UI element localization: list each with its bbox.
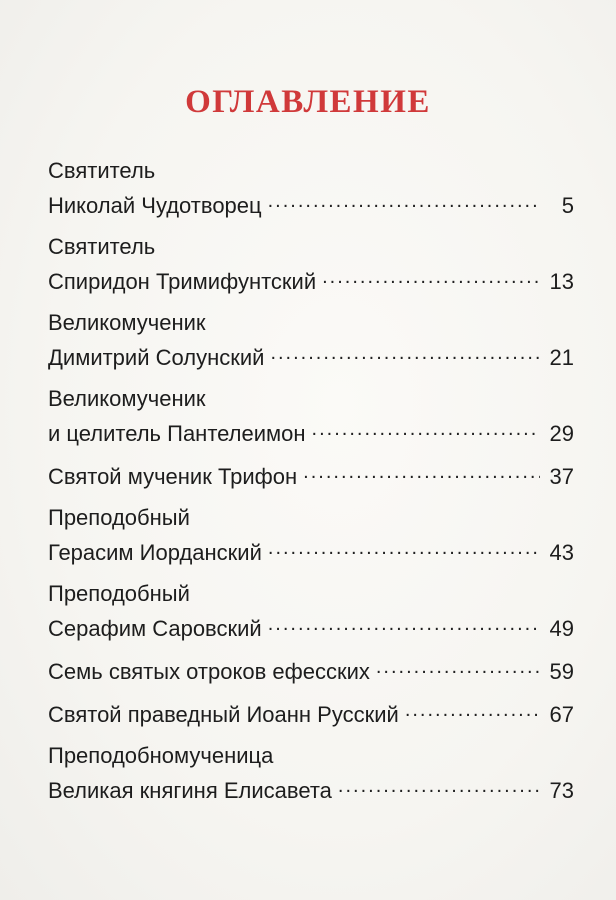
toc-entry-title: Серафим Саровский (48, 616, 262, 641)
toc-entry (48, 501, 574, 569)
toc-entry-page: 43 (549, 540, 574, 565)
dot-leader (322, 263, 540, 289)
toc-entry-page: 13 (549, 269, 574, 294)
dot-leader (312, 415, 540, 441)
toc-entry (48, 382, 574, 450)
toc-entry (48, 154, 574, 222)
dot-leader (268, 534, 540, 560)
toc-entry-page: 59 (549, 659, 574, 684)
dot-leader (268, 610, 540, 636)
toc-entry-page: 21 (549, 345, 574, 370)
toc-entry-title: Великая княгиня Елисавета (48, 778, 332, 803)
toc-entry-heading: Святитель (48, 234, 156, 259)
page-title: ОГЛАВЛЕНИЕ (185, 84, 431, 120)
toc-entry (48, 653, 574, 688)
toc-entry-title: и целитель Пантелеимон (48, 421, 306, 446)
toc-entry-title: Николай Чудотворец (48, 193, 262, 218)
toc-entry (48, 696, 574, 731)
toc-entry-page: 29 (549, 421, 574, 446)
toc-entry-title: Святой мученик Трифон (48, 464, 298, 489)
toc-entry-title: Спиридон Тримифунтский (48, 269, 317, 294)
toc-entry (48, 577, 574, 645)
toc-entry-heading: Преподобный (48, 581, 190, 606)
dot-leader (303, 458, 540, 484)
dot-leader (268, 187, 540, 213)
toc-entry-heading: Святитель (48, 158, 156, 183)
toc-entry (48, 458, 574, 493)
toc-entry-page: 37 (549, 464, 574, 489)
toc-entry-heading: Преподобномученица (48, 743, 274, 768)
toc-entry-title: Димитрий Солунский (48, 345, 265, 370)
dot-leader (376, 653, 540, 679)
toc-entry-title: Семь святых отроков ефесских (48, 659, 370, 684)
toc-entry-page: 73 (549, 778, 574, 803)
toc-entry-heading: Великомученик (48, 386, 206, 411)
toc-entry-page: 49 (549, 616, 574, 641)
toc-entry-page: 5 (561, 193, 574, 218)
toc-entry-heading: Великомученик (48, 310, 206, 335)
toc-entry-title: Герасим Иорданский (48, 540, 262, 565)
toc-entry-heading: Преподобный (48, 505, 190, 530)
toc-entry (48, 739, 574, 807)
toc-entry-page: 67 (549, 702, 574, 727)
table-of-contents (48, 154, 574, 815)
toc-entry (48, 230, 574, 298)
toc-entry-title: Святой праведный Иоанн Русский (48, 702, 399, 727)
toc-entry (48, 306, 574, 374)
dot-leader (338, 772, 540, 798)
dot-leader (405, 696, 540, 722)
dot-leader (270, 339, 540, 365)
